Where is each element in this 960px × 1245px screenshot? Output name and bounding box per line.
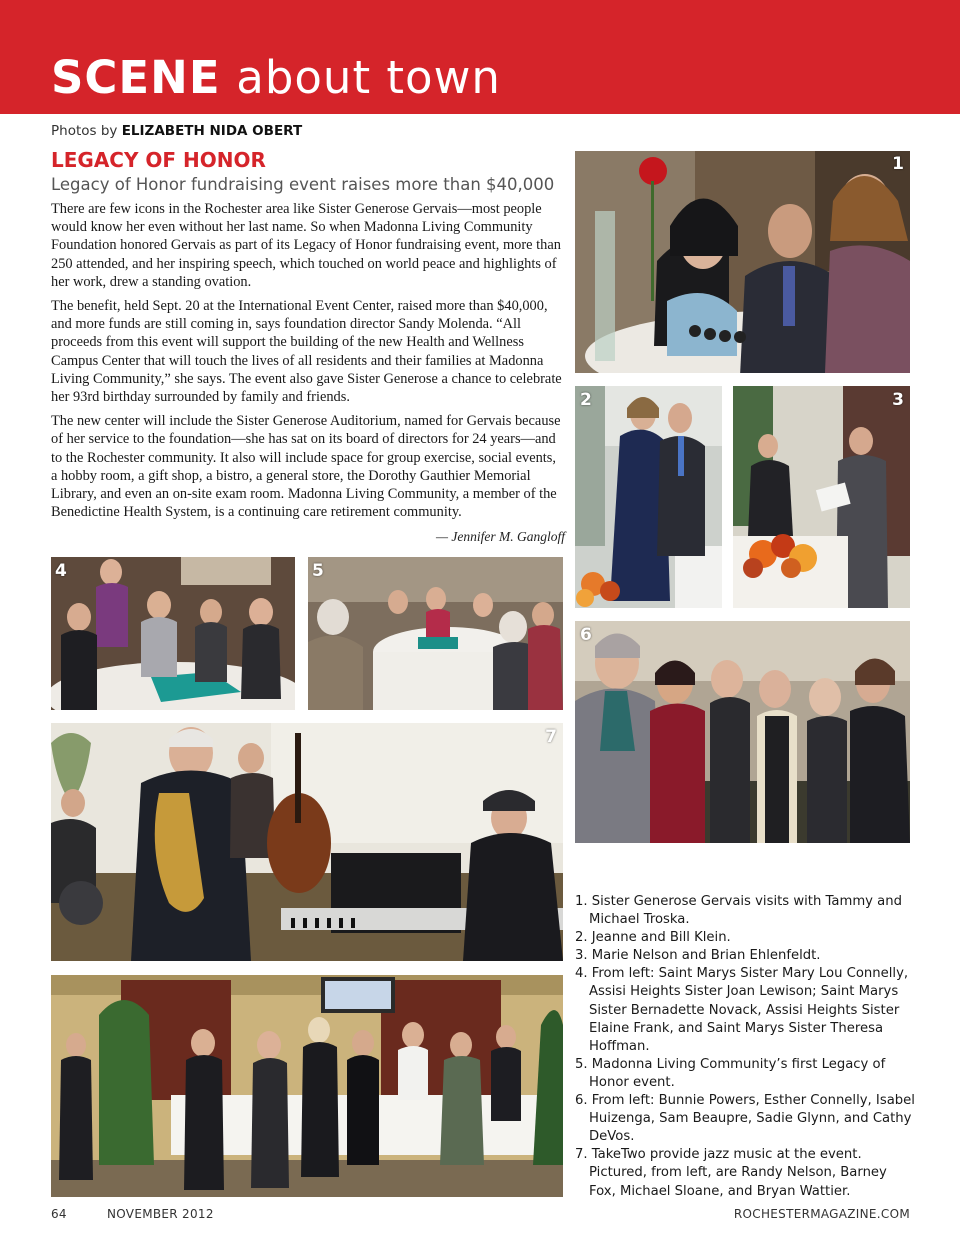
section-title-bold: SCENE: [51, 51, 221, 104]
article-paragraph: The benefit, held Sept. 20 at the International Event Center, raised more than $40,000, and more funds are still coming in, says foundation director Sandy Molenda. “All proceeds from this event will support the building of the new Health and Wellness Campus Center that will touch the lives of all residents and their families at Madonna Living Community,” she says. The event also gave Sister Generose a chance to celebrate her 93rd birthday surrounded by family and friends.: [51, 298, 562, 406]
website: ROCHESTERMAGAZINE.COM: [733, 1207, 910, 1221]
caption-item: 2. Jeanne and Bill Klein.: [575, 930, 731, 946]
photo-1-number: 1: [892, 154, 904, 174]
photo-5-image: [308, 557, 563, 710]
photo-7-image: [51, 723, 563, 961]
photo-6-image: [575, 621, 910, 843]
article-subhead: Legacy of Honor fundraising event raises more than $40,000: [51, 175, 555, 194]
photographer-name: ELIZABETH NIDA OBERT: [121, 123, 303, 139]
header-banner: [0, 0, 960, 114]
page-number: 64: [51, 1207, 67, 1221]
photo-captions: [575, 893, 915, 1201]
caption-item: 5. Madonna Living Community’s first Legacy of Honor event.: [575, 1056, 886, 1090]
section-title-light: about town: [236, 51, 501, 104]
photo-1-image: [575, 151, 910, 373]
caption-item: 6. From left: Bunnie Powers, Esther Connelly, Isabel Huizenga, Sam Beaupre, Sadie Glynn, and Cathy DeVos.: [575, 1093, 915, 1145]
caption-item: 7. TakeTwo provide jazz music at the event. Pictured, from left, are Randy Nelson, Barney Fox, Michael Sloane, and Bryan Wattier.: [575, 1147, 887, 1199]
section-title: [51, 50, 501, 106]
caption-item: 3. Marie Nelson and Brian Ehlenfeldt.: [575, 948, 821, 964]
caption-item: 4. From left: Saint Marys Sister Mary Lou Connelly, Assisi Heights Sister Joan Lewison; Saint Marys Sister Bernadette Novack, Assisi Heights Sister Elaine Frank, and Saint Marys Sister Theresa Hoffman.: [575, 966, 909, 1054]
photo-5: [308, 557, 563, 710]
article-paragraph: There are few icons in the Rochester area like Sister Generose Gervais—most people would know her even without her last name. So when Madonna Living Community Foundation honored Gervais as part of its Legacy of Honor fundraising event, more than 250 attended, and her inspiring speech, which touched on world peace and highlights of her work, drew a standing ovation.: [51, 201, 561, 290]
photo-4-image: [51, 557, 295, 710]
photo-8-image: [51, 975, 563, 1197]
photo-7: [51, 723, 563, 961]
photo-8: [51, 975, 563, 1197]
photo-6: [575, 621, 910, 843]
photo-1: [575, 151, 910, 373]
photo-credit-prefix: Photos by: [51, 123, 118, 139]
issue-date: NOVEMBER 2012: [107, 1207, 214, 1221]
photo-7-number: 7: [545, 727, 557, 747]
article-byline: — Jennifer M. Gangloff: [436, 529, 565, 544]
article-headline: LEGACY OF HONOR: [51, 148, 266, 172]
photo-6-number: 6: [580, 625, 592, 645]
caption-item: 1. Sister Generose Gervais visits with Tammy and Michael Troska.: [575, 894, 902, 928]
photo-3-image: [733, 386, 910, 608]
photo-2-image: [575, 386, 722, 608]
photo-3: [733, 386, 910, 608]
photo-4-number: 4: [55, 561, 67, 581]
article-paragraph: The new center will include the Sister Generose Auditorium, named for Gervais because of her service to the foundation—she has sat on its board of directors for 24 years—and to the Rochester community. It also will include space for group exercise, social events, a hobby room, a gift shop, a bistro, a general store, the Dorothy Gauthier Memorial Library, and even an on-site exam room. Madonna Living Community, a member of the Benedictine Health System, is a continuing care retirement community.: [51, 413, 561, 521]
photo-5-number: 5: [312, 561, 324, 581]
photo-3-number: 3: [892, 390, 904, 410]
photo-4: [51, 557, 295, 710]
article-body: [51, 200, 563, 527]
photo-2: [575, 386, 722, 608]
photo-2-number: 2: [580, 390, 592, 410]
photo-credit: [51, 123, 302, 139]
